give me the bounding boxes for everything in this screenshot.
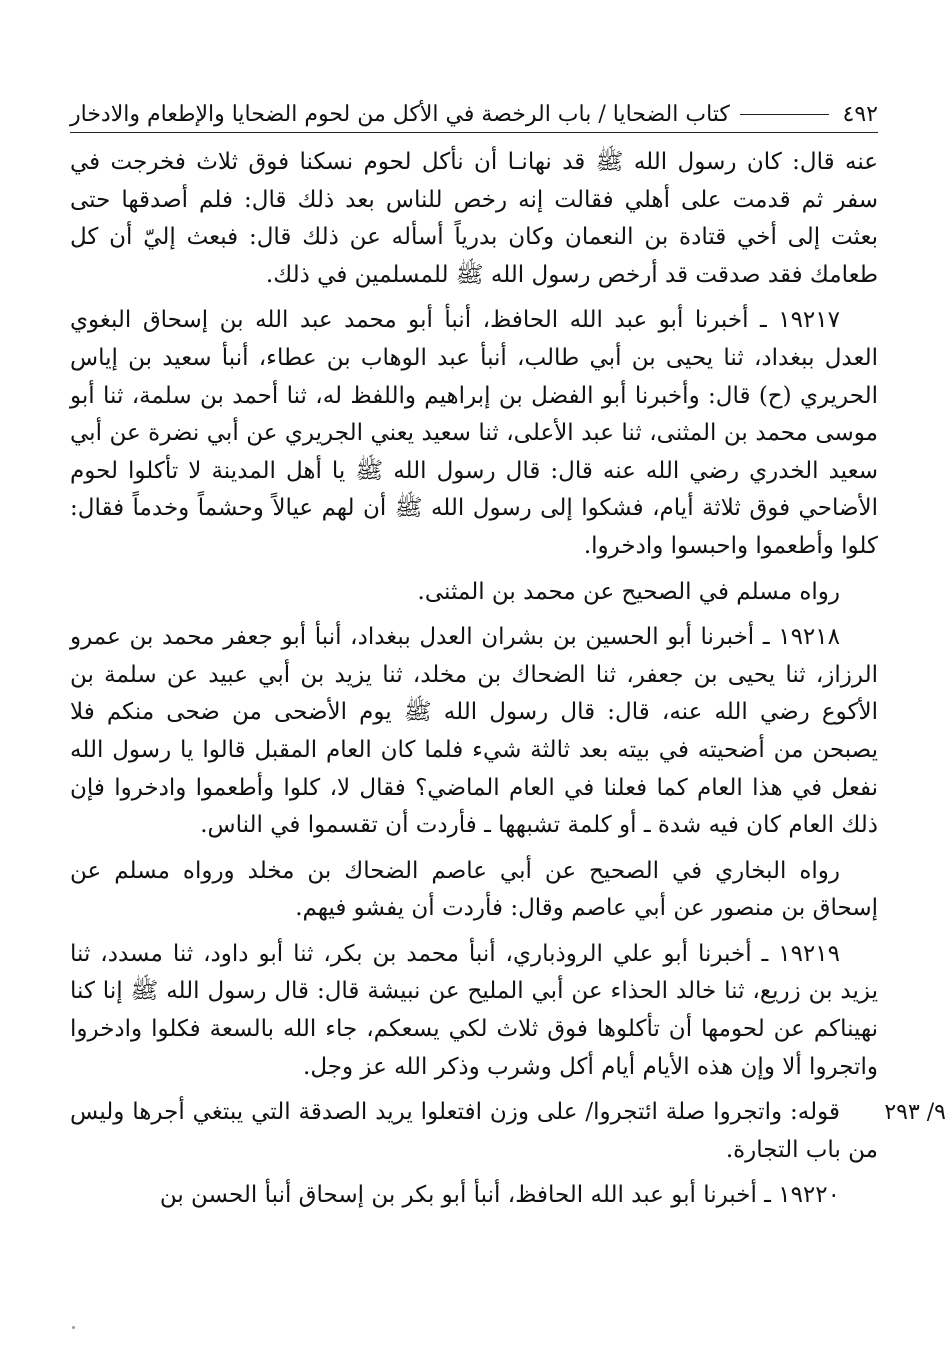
running-header xyxy=(70,96,878,133)
paragraph-continuation: عنه قال: كان رسول الله ﷺ قد نهانـا أن نأكل لحوم نسكنا فوق ثلاث فخرجت في سفر ثم قدمت على أهلي فقالت إنه رخص للناس بعد ذلك قال: فلم أصدقها حتى بعثت إلى أخي قتادة بن النعمان وكان بدرياً أسأله عن ذلك قال: فبعث إليّ أن كل طعامك فقد صدقت قد أرخص رسول الله ﷺ للمسلمين في ذلك. xyxy=(70,149,878,288)
margin-reference: ٩/ ٢٩٣ xyxy=(884,1100,946,1126)
hadith-19218: ١٩٢١٨ ـ أخبرنا أبو الحسين بن بشران العدل ببغداد، أنبأ أبو جعفر محمد بن عمرو الرزاز، ثنا يحيى بن جعفر، ثنا الضحاك بن مخلد، ثنا يزيد بن أبي عبيد عن سلمة بن الأكوع رضي الله عنه، قال: قال رسول الله ﷺ يوم الأضحى من ضحى منكم فلا يصبحن من أضحيته في بيته بعد ثالثة شيء فلما كان العام المقبل قالوا يا رسول الله نفعل في هذا العام كما فعلنا في العام الماضي؟ فقال لا، كلوا وأطعموا وادخروا فإن ذلك العام كان فيه شدة ـ أو كلمة تشبهها ـ فأردت أن تقسموا في الناس. xyxy=(70,624,878,839)
commentary-paragraph: قوله: واتجروا صلة ائتجروا/ على وزن افتعلوا يريد الصدقة التي يبتغي أجرها وليس من باب التجارة. xyxy=(70,1099,878,1163)
narration-note-bukhari: رواه البخاري في الصحيح عن أبي عاصم الضحاك بن مخلد ورواه مسلم عن إسحاق بن منصور عن أبي عاصم وقال: فأردت أن يفشو فيهم. xyxy=(70,857,878,922)
commentary-block xyxy=(70,1094,946,1169)
narration-note-muslim: رواه مسلم في الصحيح عن محمد بن المثنى. xyxy=(417,578,840,605)
hadith-19220: ١٩٢٢٠ ـ أخبرنا أبو عبد الله الحافظ، أنبأ أبو بكر بن إسحاق أنبأ الحسن بن xyxy=(159,1182,840,1209)
header-rule xyxy=(740,114,829,115)
scan-dot xyxy=(72,1326,75,1329)
hadith-19217: ١٩٢١٧ ـ أخبرنا أبو عبد الله الحافظ، أنبأ أبو محمد عبد الله بن إسحاق البغوي العدل ببغداد، ثنا يحيى بن أبي طالب، أنبأ عبد الوهاب بن عطاء، أنبأ سعيد بن إياس الحريري (ح) قال: وأخبرنا أبو الفضل بن إبراهيم واللفظ له، ثنا أحمد بن سلمة، ثنا أبو موسى محمد بن المثنى، ثنا عبد الأعلى، ثنا سعيد يعني الجريري عن أبي نضرة عن أبي سعيد الخدري رضي الله عنه قال: قال رسول الله ﷺ يا أهل المدينة لا تأكلوا لحوم الأضاحي فوق ثلاثة أيام، فشكوا إلى رسول الله ﷺ أن لهم عيالاً وحشماً وخدماً فقال: كلوا وأطعموا واحبسوا وادخروا. xyxy=(70,307,878,559)
hadith-19219: ١٩٢١٩ ـ أخبرنا أبو علي الروذباري، أنبأ محمد بن بكر، ثنا أبو داود، ثنا مسدد، ثنا يزيد بن زريع، ثنا خالد الحذاء عن أبي المليح عن نبيشة قال: قال رسول الله ﷺ إنا كنا نهيناكم عن لحومها أن تأكلوها فوق ثلاث لكي يسعكم، جاء الله بالسعة فكلوا وادخروا واتجروا ألا وإن هذه الأيام أيام أكل وشرب وذكر الله عز وجل. xyxy=(70,940,878,1080)
page-number: ٤٩٢ xyxy=(842,101,878,127)
page-body xyxy=(70,144,946,1223)
running-title: كتاب الضحايا / باب الرخصة في الأكل من لحوم الضحايا والإطعام والادخار xyxy=(70,101,730,127)
